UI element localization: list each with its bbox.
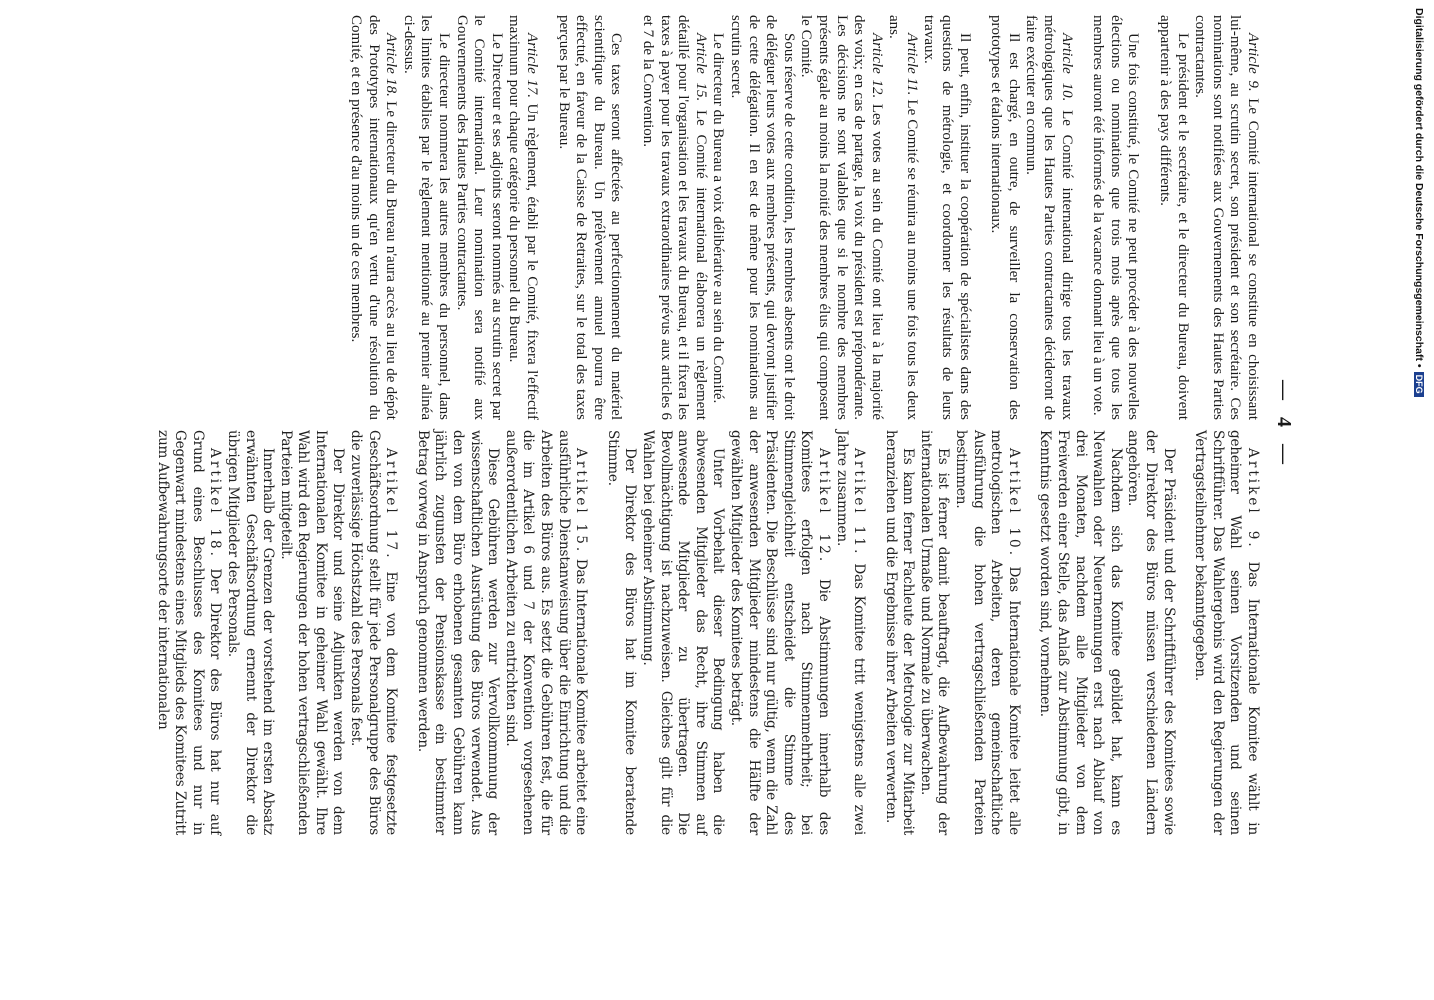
paragraph-gap	[1075, 15, 1089, 420]
paragraph-text: Der Direktor und seine Adjunkten werden von dem Internationalen Komitee in geheimer Wahl gewählt. Ihre Wahl wird den Regierungen der hohen vertragschließenden Parteien mitgeteilt.	[277, 430, 347, 835]
article-heading: Artikel 18.	[207, 448, 224, 559]
dfg-watermark	[1413, 8, 1425, 397]
paragraph-text: Der Präsident und der Schriftführer des Komitees sowie der Direktor des Büros müssen verschiedenen Ländern angehören.	[1125, 430, 1177, 835]
article-heading: Artikel 12.	[815, 448, 832, 565]
paragraph-text: Le Comité international se constitue en choisissant lui-même, au scrutin secret, son président et son secrétaire. Ces nominations sont notifiées aux Gouvernements des Hautes Parties contractantes.	[1192, 15, 1261, 420]
paragraph-text: Ces taxes seront affectées au perfectionnement du matériel scientifique du Bureau. Un prélèvement annuel pourra être effectué, en faveur de la Caisse de Retraites, sur le total des taxes perçues par le Bureau.	[555, 15, 625, 420]
article-heading: Artikel 10.	[1005, 448, 1022, 559]
watermark-text: Digitalisierung gefördert durch die Deutsche Forschungsgemeinschaft •	[1413, 8, 1425, 368]
paragraph	[347, 15, 400, 420]
paragraph-text: Le Comité international élaborera un règlement détaillé pour l'organisation et les travaux du Bureau, et il fixera les taxes à payer pour les travaux extraordinaires prévus aux articles 6 et 7 de la Convention.	[640, 15, 709, 420]
article-heading: Article 18.	[383, 33, 400, 97]
paragraph-text: Le président et le secrétaire, et le directeur du Bureau, doivent appartenir à des pays différents.	[1157, 15, 1191, 420]
page-number: — 4 —	[1273, 380, 1295, 470]
article-heading: Artikel 17.	[383, 448, 400, 561]
article-heading: Article 17.	[524, 33, 541, 99]
paragraph	[1036, 430, 1124, 835]
paragraph-gap	[1141, 15, 1155, 420]
paragraph	[347, 430, 400, 835]
paragraph-text: Le Comité se réunira au moins une fois tous les deux ans.	[886, 15, 920, 420]
paragraph-text: Das Internationale Komitee wählt in geheimer Wahl seinen Vorsitzenden und seinen Schriftführer. Das Wahlergebnis wird den Regierungen der Vertragsteilnehmer bekanntgegeben.	[1192, 430, 1261, 836]
paragraph-text: Das Internationale Komitee arbeitet eine ausführliche Dienstanweisung über die Einrichtung und die Arbeiten des Büros aus. Es setzt die Gebühren fest, die für die im Artikel 6 und 7 der Konvention vorgesehenen außerordentlichen Arbeiten zu entrichten sind.	[502, 430, 590, 835]
paragraph	[797, 15, 885, 420]
paragraph	[726, 430, 832, 835]
paragraph-gap	[973, 15, 987, 420]
paragraph	[1191, 430, 1261, 835]
article-heading: Article 12.	[868, 33, 885, 99]
paragraph	[1191, 15, 1261, 420]
paragraph-text: Diese Gebühren werden zur Vervollkommnung der wissenschaftlichen Ausrüstung des Büros verwendet. Aus den von dem Büro erhobenen gesamten Gebühren kann jährlich zugunsten der Pensionskasse ein bestimmter Betrag vorweg in Anspruch genommen werden.	[414, 430, 502, 835]
paragraph-text: Es kann ferner Fachleute der Metrologie zur Mitarbeit heranziehen und die Ergebnisse ihrer Arbeiten verwerten.	[882, 430, 917, 835]
german-column	[153, 430, 1261, 835]
article-heading: Article 10.	[1058, 33, 1075, 102]
paragraph	[554, 15, 624, 420]
paragraph	[709, 15, 727, 420]
paragraph	[952, 430, 1022, 835]
paragraph	[603, 430, 638, 835]
paragraph-text: Le Directeur et ses adjoints seront nommés au scrutin secret par le Comité international. Leur nomination sera notifié aux Gouvernements des Hautes Parties contractantes.	[453, 15, 505, 420]
paragraph	[501, 430, 589, 835]
paragraph	[916, 430, 951, 835]
paragraph	[881, 430, 916, 835]
paragraph	[452, 15, 505, 420]
paragraph	[413, 430, 501, 835]
paragraph-text: Das Internationale Komitee leitet alle metrologischen Arbeiten, deren gemeinschaftliche Ausführung die hohen vertragschließenden Parteien bestimmen.	[953, 430, 1022, 835]
paragraph-gap	[867, 430, 881, 835]
paragraph-text: Sous réserve de cette condition, les membres absents ont le droit de déléguer leurs votes aux membres présents, qui devront justifier de cette délégation. Il en est de même pour les nominations au scrutin secret.	[727, 15, 797, 420]
article-heading: Article 15.	[692, 33, 709, 102]
paragraph-text: Unter Vorbehalt dieser Bedingung haben die abwesenden Mitglieder das Recht, ihre Stimmen auf anwesende Mitglieder zu übertragen. Die Bevollmächtigung ist nachzuweisen. Gleiches gilt für die Wahlen bei geheimer Abstimmung.	[640, 430, 727, 835]
paragraph	[638, 430, 726, 835]
paragraph	[276, 430, 346, 835]
paragraph-text: Une fois constitué, le Comité ne peut procéder à des nouvelles élections ou nominations que trois mois après que tous les membres auront été informés de la vacance donnant lieu à un vote.	[1090, 15, 1142, 420]
paragraph-text: Nachdem sich das Komitee gebildet hat, kann es Neuwahlen oder Neuernennungen erst nach Ablauf von drei Monaten, nachdem alle Mitglieder von dem Freiwerden einer Stelle, das Anlaß zur Abstimmung gibt, in Kenntnis gesetzt worden sind, vornehmen.	[1037, 430, 1124, 835]
paragraph-gap	[589, 430, 603, 835]
paragraph-text: Un règlement, établi par le Comité, fixera l'effectif maximum pour chaque catégorie du personnel du Bureau.	[506, 15, 541, 420]
paragraph-gap	[1022, 430, 1036, 835]
paragraph	[920, 15, 973, 420]
paragraph-text: Es ist ferner damit beauftragt, die Aufbewahrung der internationalen Urmaße und Normale zu überwachen.	[917, 430, 952, 835]
article-heading: Artikel 9.	[1245, 448, 1261, 550]
paragraph-text: Il peut, enfin, instituer la coopération de spécialistes dans des questions de métrologie, et coordonner les résultats de leurs travaux.	[921, 15, 973, 420]
paragraph	[1155, 15, 1190, 420]
article-heading: Artikel 11.	[851, 448, 868, 557]
article-heading: Article 11.	[903, 33, 920, 96]
paragraph	[987, 15, 1022, 420]
paragraph-gap	[540, 15, 554, 420]
paragraph	[638, 15, 708, 420]
paragraph-text: Eine von dem Komitee festgesetzte Geschäftsordnung stellt für jede Personalgruppe des Büros die zuverlässige Höchstzahl des Personals fest.	[348, 430, 400, 835]
paragraph-text: Le directeur nommera les autres membres du personnel, dans les limites établies par le règlement mentionné au premier alinéa ci-dessus.	[400, 15, 453, 420]
paragraph	[505, 15, 540, 420]
paragraph	[1022, 15, 1075, 420]
french-column	[347, 15, 1262, 420]
paragraph-text: Le Comité international dirige tous les travaux métrologiques que les Hautes Parties contractantes décideront de faire exécuter en commun.	[1023, 15, 1075, 420]
paragraph-text: Les votes au sein du Comité ont lieu à la majorité des voix; en cas de partage, la voix du président est prépondérante. Les décisions ne sont valables que si le nombre des membres présents égale au moins la moitié des membres élus qui composent le Comité.	[798, 15, 885, 420]
paragraph	[832, 430, 867, 835]
paragraph-gap	[399, 430, 413, 835]
paragraph	[223, 430, 276, 835]
paragraph	[153, 430, 223, 835]
paragraph	[1089, 15, 1142, 420]
paragraph	[399, 15, 452, 420]
paragraph-text: Innerhalb der Grenzen der vorstehend im ersten Absatz erwähnten Geschäftsordnung ernennt der Direktor die übrigen Mitglieder des Personals.	[224, 430, 277, 835]
article-heading: Article 9.	[1245, 33, 1261, 92]
dfg-logo: DFG	[1414, 372, 1424, 397]
paragraph-text: Die Abstimmungen innerhalb des Komitees erfolgen nach Stimmenmehrheit; bei Stimmengleichheit entscheidet die Stimme des Präsidenten. Die Beschlüsse sind nur gültig, wenn die Zahl der anwesenden Mitglieder mindestens die Hälfte der gewählten Mitglieder des Komitees beträgt.	[727, 430, 832, 835]
paragraph-gap	[624, 15, 638, 420]
paragraph-text: Der Direktor des Büros hat im Komitee beratende Stimme.	[604, 430, 639, 835]
paragraph-text: Das Komitee tritt wenigstens alle zwei Jahre zusammen.	[833, 430, 868, 835]
paragraph-text: Der Direktor des Büros hat nur auf Grund eines Beschlusses des Komitees und nur in Gegenwart mindestens eines Mitglieds des Komitees Zutritt zum Aufbewahrungsorte der internationalen	[154, 430, 224, 835]
paragraph	[885, 15, 920, 420]
paragraph	[726, 15, 796, 420]
paragraph	[1124, 430, 1177, 835]
paragraph-text: Le directeur du Bureau a voix délibérative au sein du Comité.	[710, 33, 727, 404]
paragraph-text: Il est chargé, en outre, de surveiller la conservation des prototypes et étalons internationaux.	[988, 15, 1022, 420]
paragraph-text: Le directeur du Bureau n'aura accès au lieu de dépôt des Prototypes internationaux qu'en vertu d'une résolution du Comité, et en présence d'au moins un de ces membres.	[348, 15, 400, 420]
paragraph-gap	[1177, 430, 1191, 835]
rotated-document-frame	[154, 0, 1357, 875]
article-heading: Artikel 15.	[573, 448, 590, 555]
